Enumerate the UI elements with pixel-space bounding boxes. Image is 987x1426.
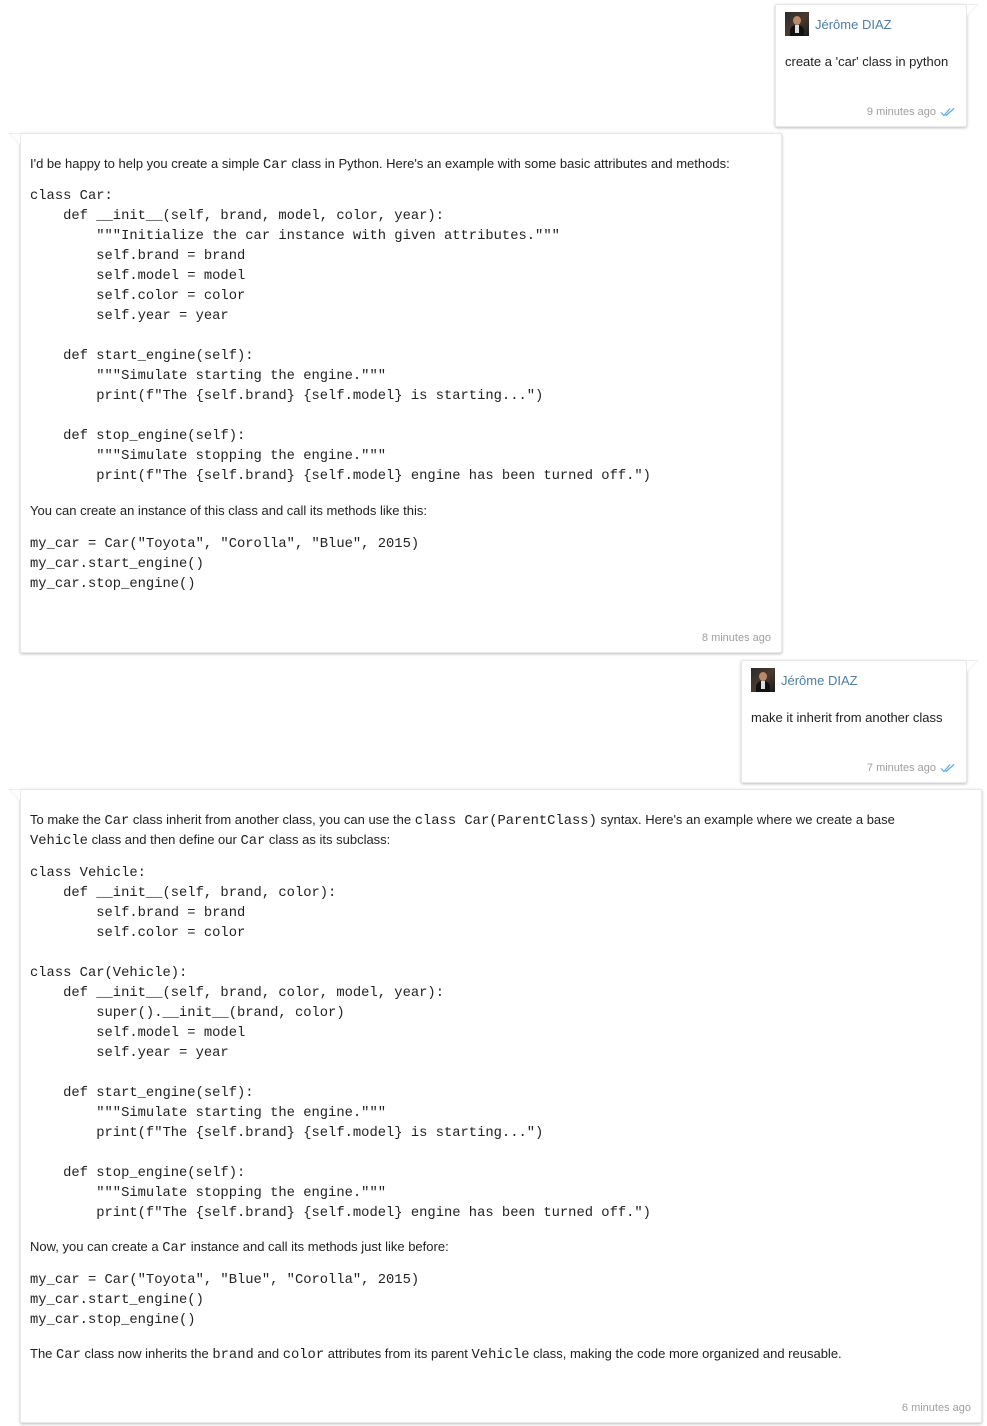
user-message-2 [741, 660, 967, 783]
text-run: To make the [30, 812, 105, 827]
double-check-icon [940, 763, 956, 773]
timestamp: 9 minutes ago [866, 106, 936, 118]
message-text: make it inherit from another class [751, 710, 943, 725]
text-run: class as its subclass: [265, 832, 391, 847]
assistant-message-2 [20, 789, 982, 1423]
text-run: and [253, 1346, 283, 1361]
inline-code: Vehicle [471, 1348, 530, 1363]
inline-code: color [282, 1348, 325, 1363]
text-run: The [30, 1346, 57, 1361]
message-paragraph [30, 810, 895, 832]
inline-code: brand [212, 1348, 254, 1363]
code-block: my_car = Car("Toyota", "Blue", "Corolla", 2015) my_car.start_engine() my_car.stop_engine() [30, 1273, 420, 1328]
message-author [751, 668, 858, 692]
message-meta [867, 762, 956, 774]
message-paragraph: You can create an instance of this class and call its methods like this: [30, 503, 427, 518]
text-run: attributes from its parent [324, 1346, 472, 1361]
timestamp: 6 minutes ago [901, 1402, 971, 1414]
text-run: class inherit from another class, you can use the [129, 812, 415, 827]
inline-code: Vehicle [30, 834, 88, 849]
double-check-icon [940, 107, 956, 117]
text-run: class and then define our [87, 832, 241, 847]
avatar[interactable] [751, 668, 775, 692]
text-run: Now, you can create a [30, 1239, 163, 1254]
text-run: class now inherits the [80, 1346, 213, 1361]
message-author [785, 12, 892, 36]
inline-code: Car [56, 1348, 81, 1363]
code-block: my_car = Car("Toyota", "Corolla", "Blue", 2015) my_car.start_engine() my_car.stop_engine() [30, 537, 420, 592]
message-paragraph [30, 154, 730, 176]
message-meta [902, 1402, 971, 1414]
inline-code: class Car(ParentClass) [414, 814, 597, 829]
inline-code: Car [104, 814, 130, 829]
author-name[interactable]: Jérôme DIAZ [815, 16, 892, 32]
text-run: class in Python. Here's an example with some basic attributes and methods: [287, 156, 730, 171]
user-message-1 [775, 4, 967, 127]
timestamp: 7 minutes ago [866, 762, 936, 774]
text-run: class, making the code more organized and reusable. [529, 1346, 842, 1361]
text-run: syntax. Here's an example where we create a base [596, 812, 895, 827]
message-paragraph [30, 830, 390, 852]
message-meta [702, 632, 771, 644]
author-name[interactable]: Jérôme DIAZ [781, 672, 858, 688]
message-text: create a 'car' class in python [785, 54, 949, 69]
inline-code: Car [263, 158, 288, 173]
code-block: class Vehicle: def __init__(self, brand, color): self.brand = brand self.color = color class Car(Vehicle): def __init__(self, brand, color, model, year): super().__init__(brand, color) self.model = model self.year = year def start_engine(self): """Simulate starting the engine.""" print(f"The {self.brand} {self.model} is starting...") def stop_engine(self): """Simulate stopping the engine.""" print(f"The {self.brand} {self.model} engine has been turned off.") [30, 866, 651, 1221]
avatar[interactable] [785, 12, 809, 36]
text-run: instance and call its methods just like before: [187, 1239, 449, 1254]
message-meta [867, 106, 956, 118]
inline-code: Car [162, 1241, 188, 1256]
text-run: I'd be happy to help you create a simple [30, 156, 264, 171]
assistant-message-1 [20, 133, 782, 653]
code-block: class Car: def __init__(self, brand, model, color, year): """Initialize the car instance with given attributes.""" self.brand = brand self.model = model self.color = color self.year = year def start_engine(self): """Simulate starting the engine.""" print(f"The {self.brand} {self.model} is starting...") def stop_engine(self): """Simulate stopping the engine.""" print(f"The {self.brand} {self.model} engine has been turned off.") [30, 189, 651, 484]
timestamp: 8 minutes ago [701, 632, 771, 644]
message-paragraph [30, 1344, 842, 1366]
inline-code: Car [240, 834, 266, 849]
message-paragraph [30, 1237, 449, 1259]
